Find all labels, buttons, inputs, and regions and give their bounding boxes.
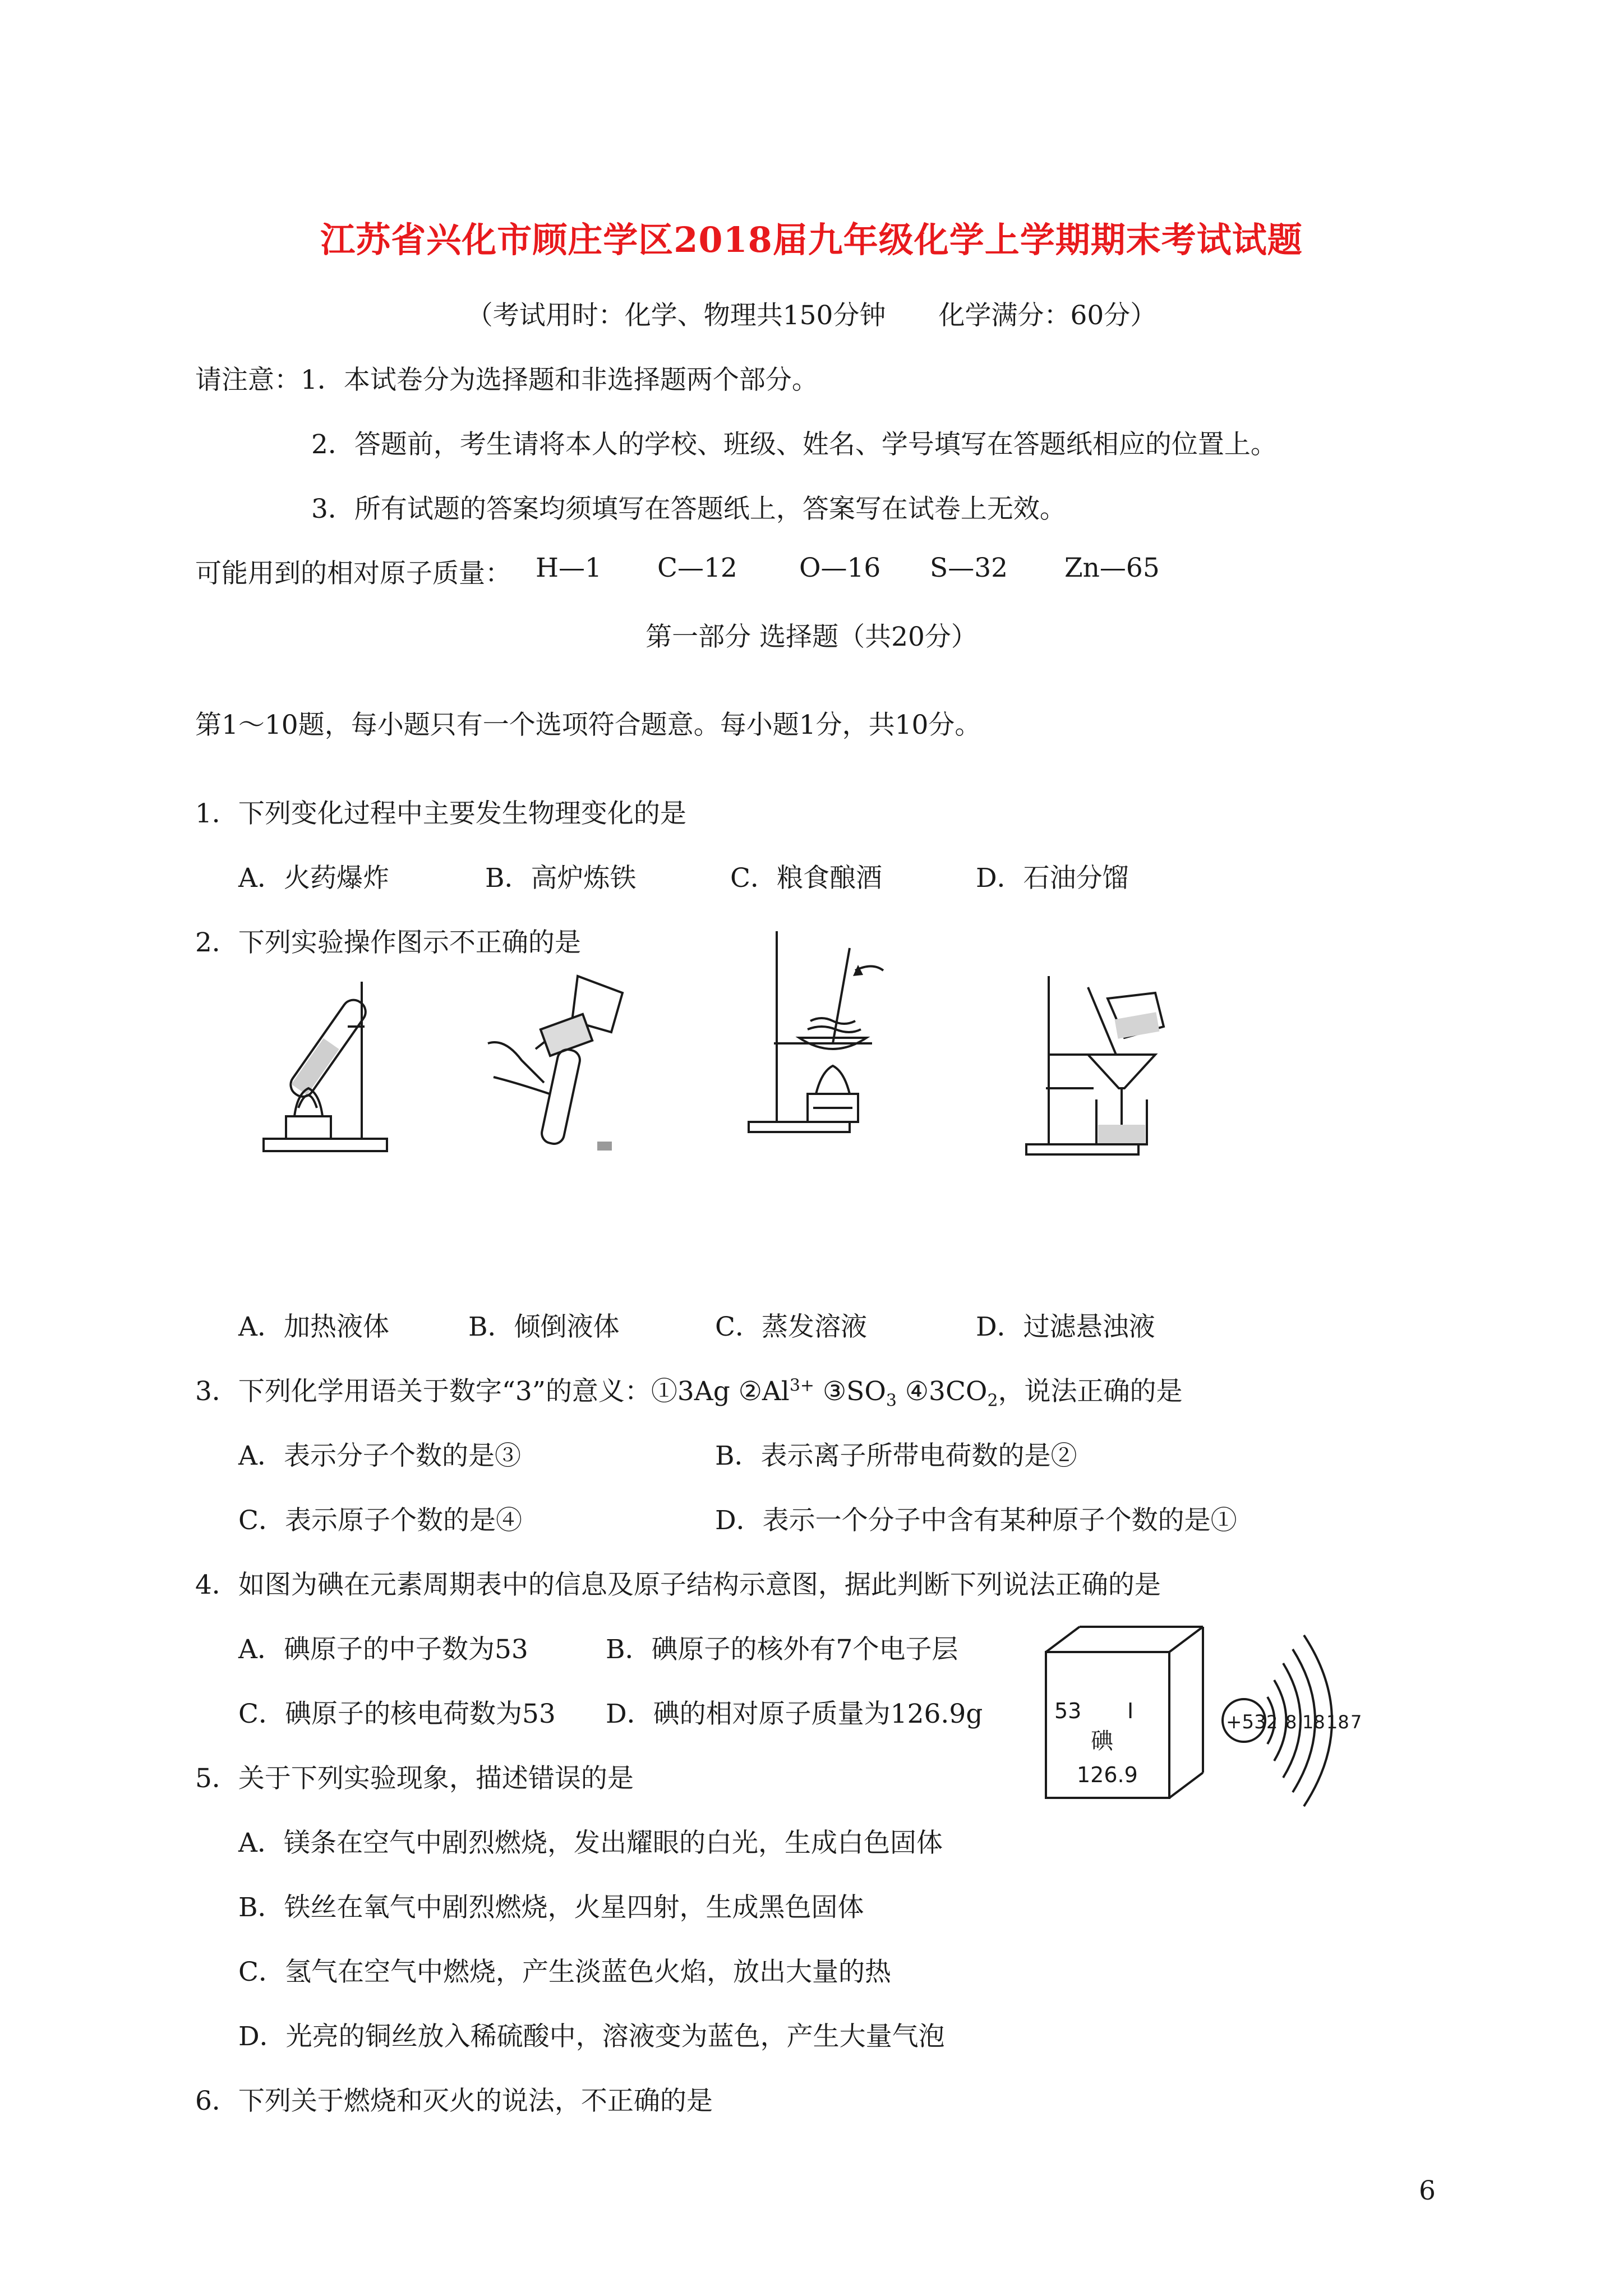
q2-option-b: B．倾倒液体 [468, 1312, 620, 1342]
q5-option-c: C．氢气在空气中燃烧，产生淡蓝色火焰，放出大量的热 [238, 1957, 891, 1987]
shell-4: 18 [1326, 1711, 1349, 1733]
q2-option-a: A．加热液体 [238, 1312, 389, 1342]
q1-option-c: C．粮食酿酒 [730, 863, 882, 894]
shell-3: 18 [1302, 1711, 1325, 1733]
q1-option-d: D．石油分馏 [976, 863, 1129, 894]
q4-option-c: C．碘原子的核电荷数为53 [238, 1699, 556, 1729]
q3-option-b: B．表示离子所带电荷数的是② [715, 1441, 1077, 1471]
exam-subtitle: （考试用时：化学、物理共150分钟 化学满分：60分） [466, 300, 1157, 331]
page-number: 6 [1419, 2175, 1436, 2206]
q4-figure-iodine [1043, 1624, 1368, 1809]
note-2: 2．答题前，考生请将本人的学校、班级、姓名、学号填写在答题纸相应的位置上。 [311, 429, 1277, 460]
shell-1: 2 [1266, 1711, 1278, 1733]
shell-2: 8 [1285, 1711, 1297, 1733]
iodine-nucleus: +53 [1226, 1711, 1266, 1733]
q3-option-a: A．表示分子个数的是③ [238, 1441, 521, 1471]
q4-option-b: B．碘原子的核外有7个电子层 [606, 1634, 958, 1665]
q2-option-c: C．蒸发溶液 [715, 1312, 867, 1342]
q3-option-c: C．表示原子个数的是④ [238, 1505, 522, 1536]
atomic-mass-o: O—16 [799, 553, 881, 583]
atomic-mass-label: 可能用到的相对原子质量： [195, 558, 511, 589]
q3-option-d: D．表示一个分子中含有某种原子个数的是① [715, 1505, 1237, 1536]
shell-5: 7 [1350, 1711, 1362, 1733]
q5-option-a: A．镁条在空气中剧烈燃烧，发出耀眼的白光，生成白色固体 [238, 1828, 943, 1858]
q5-option-b: B．铁丝在氧气中剧烈燃烧，火星四射，生成黑色固体 [238, 1892, 864, 1923]
atomic-mass-c: C—12 [657, 553, 737, 583]
atomic-mass-zn: Zn—65 [1064, 553, 1160, 583]
q1-option-b: B．高炉炼铁 [485, 863, 637, 894]
q2-figure-b-pouring [482, 970, 651, 1161]
q2-stem: 2．下列实验操作图示不正确的是 [195, 927, 581, 958]
q1-option-a: A．火药爆炸 [238, 863, 389, 894]
note-3: 3．所有试题的答案均须填写在答题纸上，答案写在试卷上无效。 [311, 494, 1066, 524]
atomic-mass-h: H—1 [536, 553, 602, 583]
q4-stem: 4．如图为碘在元素周期表中的信息及原子结构示意图，据此判断下列说法正确的是 [195, 1570, 1161, 1600]
q5-option-d: D．光亮的铜丝放入稀硫酸中，溶液变为蓝色，产生大量气泡 [238, 2021, 945, 2052]
q2-figure-c-evaporation [743, 931, 889, 1139]
q2-option-d: D．过滤悬浊液 [976, 1312, 1155, 1342]
q4-option-d: D．碘的相对原子质量为126.9g [606, 1699, 983, 1729]
q5-stem: 5．关于下列实验现象，描述错误的是 [195, 1763, 634, 1794]
atomic-mass-s: S—32 [930, 553, 1008, 583]
q4-option-a: A．碘原子的中子数为53 [238, 1634, 528, 1665]
q2-figure-a-heating [264, 976, 387, 1161]
iodine-symbol: I [1127, 1699, 1134, 1723]
q3-stem: 3．下列化学用语关于数字“3”的意义：①3Ag $②Al^{3+}$ $③SO_3$ $④3CO_2$，说法正确的是 [195, 1375, 1183, 1411]
note-1: 请注意：1．本试卷分为选择题和非选择题两个部分。 [195, 365, 818, 395]
q6-stem: 6．下列关于燃烧和灭火的说法，不正确的是 [195, 2086, 713, 2116]
page-title: 江苏省兴化市顾庄学区2018届九年级化学上学期期末考试试题 [320, 219, 1303, 260]
instruction: 第1～10题，每小题只有一个选项符合题意。每小题1分，共10分。 [195, 710, 981, 740]
iodine-mass: 126.9 [1077, 1763, 1138, 1787]
iodine-name: 碘 [1091, 1728, 1113, 1754]
part1-title: 第一部分 选择题（共20分） [645, 622, 978, 652]
q1-stem: 1．下列变化过程中主要发生物理变化的是 [195, 798, 686, 829]
q2-figure-d-filtration [1026, 976, 1195, 1161]
iodine-atomic-number: 53 [1054, 1699, 1082, 1723]
